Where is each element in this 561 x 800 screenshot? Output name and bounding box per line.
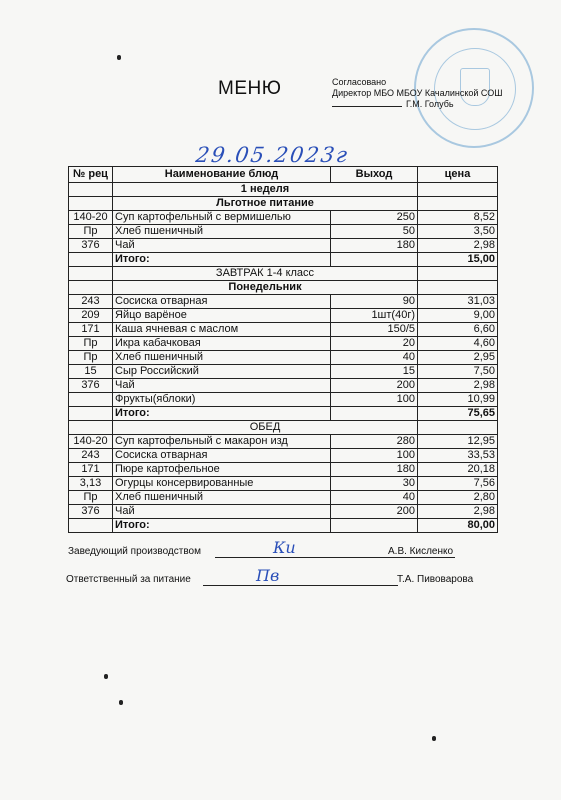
cell-code (69, 519, 113, 533)
cell-output: 40 (331, 351, 418, 365)
cell-price: 7,56 (418, 477, 498, 491)
table-row (69, 323, 498, 337)
speck-mark (119, 700, 123, 705)
section-row (69, 281, 498, 295)
cell-price: 2,98 (418, 505, 498, 519)
cell-output: 280 (331, 435, 418, 449)
table-row (69, 337, 498, 351)
cell-name: Икра кабачковая (113, 337, 331, 351)
cell-code (69, 267, 113, 281)
cell-price: 9,00 (418, 309, 498, 323)
cell-output (331, 407, 418, 421)
speck-mark (104, 674, 108, 679)
cell-code (69, 421, 113, 435)
column-header-code: № рец (69, 167, 113, 183)
cell-code: 140-20 (69, 435, 113, 449)
cell-code: Пр (69, 491, 113, 505)
table-row (69, 379, 498, 393)
nutrition-name: Т.А. Пивоварова (397, 574, 474, 585)
cell-price (418, 281, 498, 295)
cell-name: Хлеб пшеничный (113, 225, 331, 239)
cell-output: 30 (331, 477, 418, 491)
cell-code: 376 (69, 379, 113, 393)
cell-name: Чай (113, 379, 331, 393)
approval-label: Согласовано (332, 77, 387, 87)
cell-code (69, 393, 113, 407)
cell-name: Хлеб пшеничный (113, 491, 331, 505)
cell-name: Сосиска отварная (113, 449, 331, 463)
total-label: Итого: (113, 519, 331, 533)
cell-code: 171 (69, 323, 113, 337)
table-row (69, 211, 498, 225)
approval-signer: Г.М. Голубь (406, 99, 454, 109)
cell-output: 250 (331, 211, 418, 225)
cell-output: 90 (331, 295, 418, 309)
nutrition-handwritten-signature: Пв (256, 566, 280, 585)
cell-price (418, 197, 498, 211)
table-row (69, 463, 498, 477)
table-row (69, 365, 498, 379)
cell-price: 12,95 (418, 435, 498, 449)
table-header-row (69, 167, 498, 183)
approval-signature-line (332, 106, 402, 107)
section-row (69, 267, 498, 281)
menu-table-body (69, 183, 498, 533)
column-header-name: Наименование блюд (113, 167, 331, 183)
section-row (69, 197, 498, 211)
table-row (69, 393, 498, 407)
cell-price: 2,98 (418, 239, 498, 253)
cell-name: Огурцы консервированные (113, 477, 331, 491)
table-row (69, 351, 498, 365)
cell-code (69, 281, 113, 295)
section-title: ЗАВТРАК 1-4 класс (113, 267, 418, 281)
cell-output: 180 (331, 239, 418, 253)
approval-signature-row (332, 99, 502, 110)
cell-code: 243 (69, 295, 113, 309)
cell-code: 243 (69, 449, 113, 463)
column-header-output: Выход (331, 167, 418, 183)
cell-code: 209 (69, 309, 113, 323)
cell-name: Каша ячневая с маслом (113, 323, 331, 337)
cell-price (418, 267, 498, 281)
table-row (69, 295, 498, 309)
column-header-price: цена (418, 167, 498, 183)
production-signature-line (215, 557, 455, 558)
table-row (69, 477, 498, 491)
speck-mark (117, 55, 121, 60)
table-row (69, 309, 498, 323)
cell-name: Пюре картофельное (113, 463, 331, 477)
table-row (69, 491, 498, 505)
production-handwritten-signature: Ки (273, 538, 296, 557)
cell-code: 140-20 (69, 211, 113, 225)
cell-output (331, 253, 418, 267)
section-row (69, 183, 498, 197)
cell-price: 6,60 (418, 323, 498, 337)
page-title: МЕНЮ (218, 78, 282, 99)
cell-code (69, 253, 113, 267)
cell-price: 8,52 (418, 211, 498, 225)
cell-price: 2,80 (418, 491, 498, 505)
cell-output: 200 (331, 379, 418, 393)
cell-name: Хлеб пшеничный (113, 351, 331, 365)
cell-code (69, 407, 113, 421)
total-row (69, 519, 498, 533)
cell-output: 200 (331, 505, 418, 519)
nutrition-label: Ответственный за питание (66, 574, 191, 585)
cell-price: 7,50 (418, 365, 498, 379)
section-row (69, 421, 498, 435)
cell-code (69, 183, 113, 197)
cell-output: 100 (331, 449, 418, 463)
production-signature (68, 538, 497, 560)
cell-price: 3,50 (418, 225, 498, 239)
total-row (69, 407, 498, 421)
section-title: Льготное питание (113, 197, 418, 211)
total-price: 75,65 (418, 407, 498, 421)
total-label: Итого: (113, 253, 331, 267)
cell-price (418, 421, 498, 435)
cell-output: 100 (331, 393, 418, 407)
cell-name: Яйцо варёное (113, 309, 331, 323)
nutrition-signature (66, 566, 506, 588)
cell-output (331, 519, 418, 533)
table-row (69, 505, 498, 519)
handwritten-date: 29.05.2023г (194, 143, 351, 167)
section-title: 1 неделя (113, 183, 418, 197)
cell-price: 2,95 (418, 351, 498, 365)
cell-output: 40 (331, 491, 418, 505)
approval-block (332, 77, 502, 110)
cell-price: 4,60 (418, 337, 498, 351)
nutrition-signature-line (203, 585, 398, 586)
cell-code: Пр (69, 337, 113, 351)
cell-output: 20 (331, 337, 418, 351)
cell-price: 2,98 (418, 379, 498, 393)
section-title: Понедельник (113, 281, 418, 295)
cell-name: Сосиска отварная (113, 295, 331, 309)
cell-name: Фрукты(яблоки) (113, 393, 331, 407)
cell-output: 1шт(40г) (331, 309, 418, 323)
menu-table (68, 166, 498, 533)
cell-output: 180 (331, 463, 418, 477)
cell-code: 171 (69, 463, 113, 477)
cell-price: 33,53 (418, 449, 498, 463)
cell-code: 376 (69, 505, 113, 519)
cell-code: 15 (69, 365, 113, 379)
table-row (69, 225, 498, 239)
table-row (69, 435, 498, 449)
cell-code: 376 (69, 239, 113, 253)
cell-output: 150/5 (331, 323, 418, 337)
approval-position: Директор МБО МБОУ Качалинской СОШ (332, 88, 503, 98)
total-label: Итого: (113, 407, 331, 421)
production-label: Заведующий производством (68, 546, 201, 557)
cell-code: Пр (69, 225, 113, 239)
total-row (69, 253, 498, 267)
cell-output: 15 (331, 365, 418, 379)
total-price: 15,00 (418, 253, 498, 267)
cell-output: 50 (331, 225, 418, 239)
cell-price: 10,99 (418, 393, 498, 407)
cell-code (69, 197, 113, 211)
table-row (69, 449, 498, 463)
table-row (69, 239, 498, 253)
cell-price (418, 183, 498, 197)
cell-name: Суп картофельный с макарон изд (113, 435, 331, 449)
cell-name: Чай (113, 239, 331, 253)
cell-code: Пр (69, 351, 113, 365)
cell-name: Сыр Российский (113, 365, 331, 379)
cell-name: Суп картофельный с вермишелью (113, 211, 331, 225)
cell-code: 3,13 (69, 477, 113, 491)
cell-price: 31,03 (418, 295, 498, 309)
total-price: 80,00 (418, 519, 498, 533)
cell-price: 20,18 (418, 463, 498, 477)
production-name: А.В. Кисленко (388, 546, 454, 557)
cell-name: Чай (113, 505, 331, 519)
speck-mark (432, 736, 436, 741)
section-title: ОБЕД (113, 421, 418, 435)
